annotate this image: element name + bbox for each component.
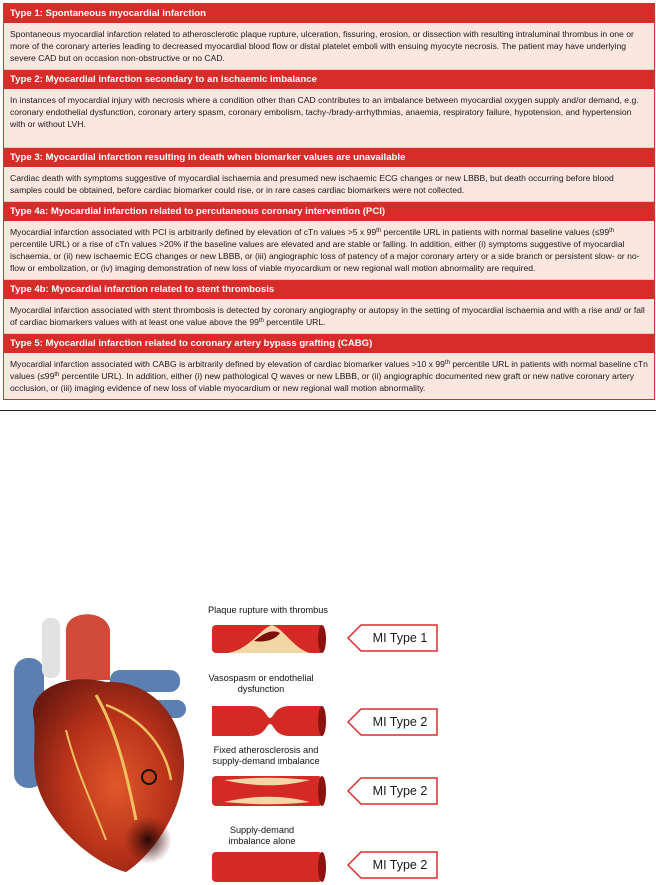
row-type-4b (4, 280, 654, 334)
row-type-4a (4, 202, 654, 280)
text: percentile URL) or a rise of cTn values >20% if the baseline values are elevated and are stable or falling. In addition, either (i) symptoms suggestive of myocardial ischaemia, or (ii) new ischaemic ECG changes or new LBBB, or (iii) angiographic loss of patency of a major coronary artery or a side branch or persistent slow- or no-flow or embolization, or (iv) imaging demonstration of new loss of viable myocardium or new regional wall motion abnormality are required. (10, 239, 640, 273)
caption-fixed-atherosclerosis: Fixed atherosclerosis and supply-demand imbalance (212, 745, 320, 766)
row-description (4, 167, 654, 202)
mi-types-figure (0, 600, 656, 885)
artery-fixed-atherosclerosis (210, 772, 326, 810)
section-divider (0, 410, 656, 411)
caption-vasospasm: Vasospasm or endothelial dysfunction (208, 673, 314, 694)
text: Myocardial infarction associated with PCI is arbitrarily defined by elevation of cTn values >5 x 99 (10, 227, 377, 237)
badge-label: MI Type 2 (372, 784, 428, 798)
superscript: th (444, 360, 450, 366)
badge-mi-type-2 (347, 777, 439, 805)
superscript: th (376, 228, 382, 234)
row-description (4, 353, 654, 399)
artery-branch (42, 618, 60, 678)
superscript: th (609, 228, 615, 234)
text: percentile URL in patients with normal baseline values (≤99 (381, 227, 610, 237)
mi-classification-table (3, 3, 655, 400)
caption-supply-demand: Supply-demand imbalance alone (228, 825, 296, 846)
row-description (4, 89, 654, 148)
text: Myocardial infarction associated with CABG is arbitrarily defined by elevation of cardiac biomarker values >10 x 99 (10, 359, 445, 369)
row-title: Type 4b: Myocardial infarction related to stent thrombosis (4, 280, 654, 299)
row-type-5 (4, 334, 654, 399)
artery-supply-demand (210, 850, 326, 884)
text: percentile URL in patients with normal baseline cTn values (≤99 (10, 359, 648, 381)
row-type-2 (4, 70, 654, 148)
badge-label: MI Type 2 (372, 858, 428, 872)
row-title: Type 2: Myocardial infarction secondary to an ischaemic imbalance (4, 70, 654, 89)
row-type-3 (4, 148, 654, 202)
text: Cardiac death with symptoms suggestive of myocardial ischaemia and presumed new ischaemic ECG changes or new LBBB, but death occurring before blood samples could be obtained, before cardiac biomarker could rise, or in rare cases cardiac biomarkers were not collected. (10, 173, 614, 195)
text: In instances of myocardial injury with necrosis where a condition other than CAD contributes to an imbalance between myocardial oxygen supply and/or demand, e.g. coronary endothelial dysfunction, coronary artery spasm, coronary embolism, tachy-/brady-arrhythmias, anaemia, respiratory failure, hypotension, and hypertension with or without LVH. (10, 95, 639, 129)
row-description (4, 23, 654, 70)
text: Spontaneous myocardial infarction related to atherosclerotic plaque rupture, ulceration, fissuring, erosion, or dissection with resulting intraluminal thrombus in one or more of the coronary arteries leading to decreased myocardial blood flow or distal platelet emboli with ensuing myocyte necrosis. The patient may have underlying severe CAD but on occasion non-obstructive or no CAD. (10, 29, 634, 63)
badge-label: MI Type 1 (372, 631, 428, 645)
artery-vasospasm (210, 702, 326, 740)
badge-mi-type-2 (347, 851, 439, 879)
row-title: Type 5: Myocardial infarction related to coronary artery bypass grafting (CABG) (4, 334, 654, 353)
text: Myocardial infarction associated with stent thrombosis is detected by coronary angiography or autopsy in the setting of myocardial ischaemia and with a rise and/ or fall of cardiac biomarkers values with at least one value above the 99 (10, 305, 645, 327)
badge-mi-type-1 (347, 624, 439, 652)
infarct-area (124, 816, 172, 864)
superscript: th (54, 372, 60, 378)
aorta (66, 614, 110, 680)
artery-plaque-rupture (210, 619, 326, 659)
badge-mi-type-2 (347, 708, 439, 736)
row-type-1 (4, 4, 654, 70)
badge-label: MI Type 2 (372, 715, 428, 729)
caption-plaque-rupture: Plaque rupture with thrombus (207, 605, 328, 615)
superscript: th (258, 318, 264, 324)
row-description (4, 299, 654, 334)
row-title: Type 4a: Myocardial infarction related to percutaneous coronary intervention (PCI) (4, 202, 654, 221)
text: percentile URL). In addition, either (i) new pathological Q waves or new LBBB, or (ii) angiographic documented new graft or new native coronary artery occlusion, or (iii) imaging evidence of new loss of viable myocardium or new regional wall motion abnormality. (10, 371, 635, 393)
row-title: Type 1: Spontaneous myocardial infarction (4, 4, 654, 23)
row-description (4, 221, 654, 280)
row-title: Type 3: Myocardial infarction resulting in death when biomarker values are unavailable (4, 148, 654, 167)
text: percentile URL. (263, 317, 326, 327)
heart-illustration (6, 610, 194, 880)
